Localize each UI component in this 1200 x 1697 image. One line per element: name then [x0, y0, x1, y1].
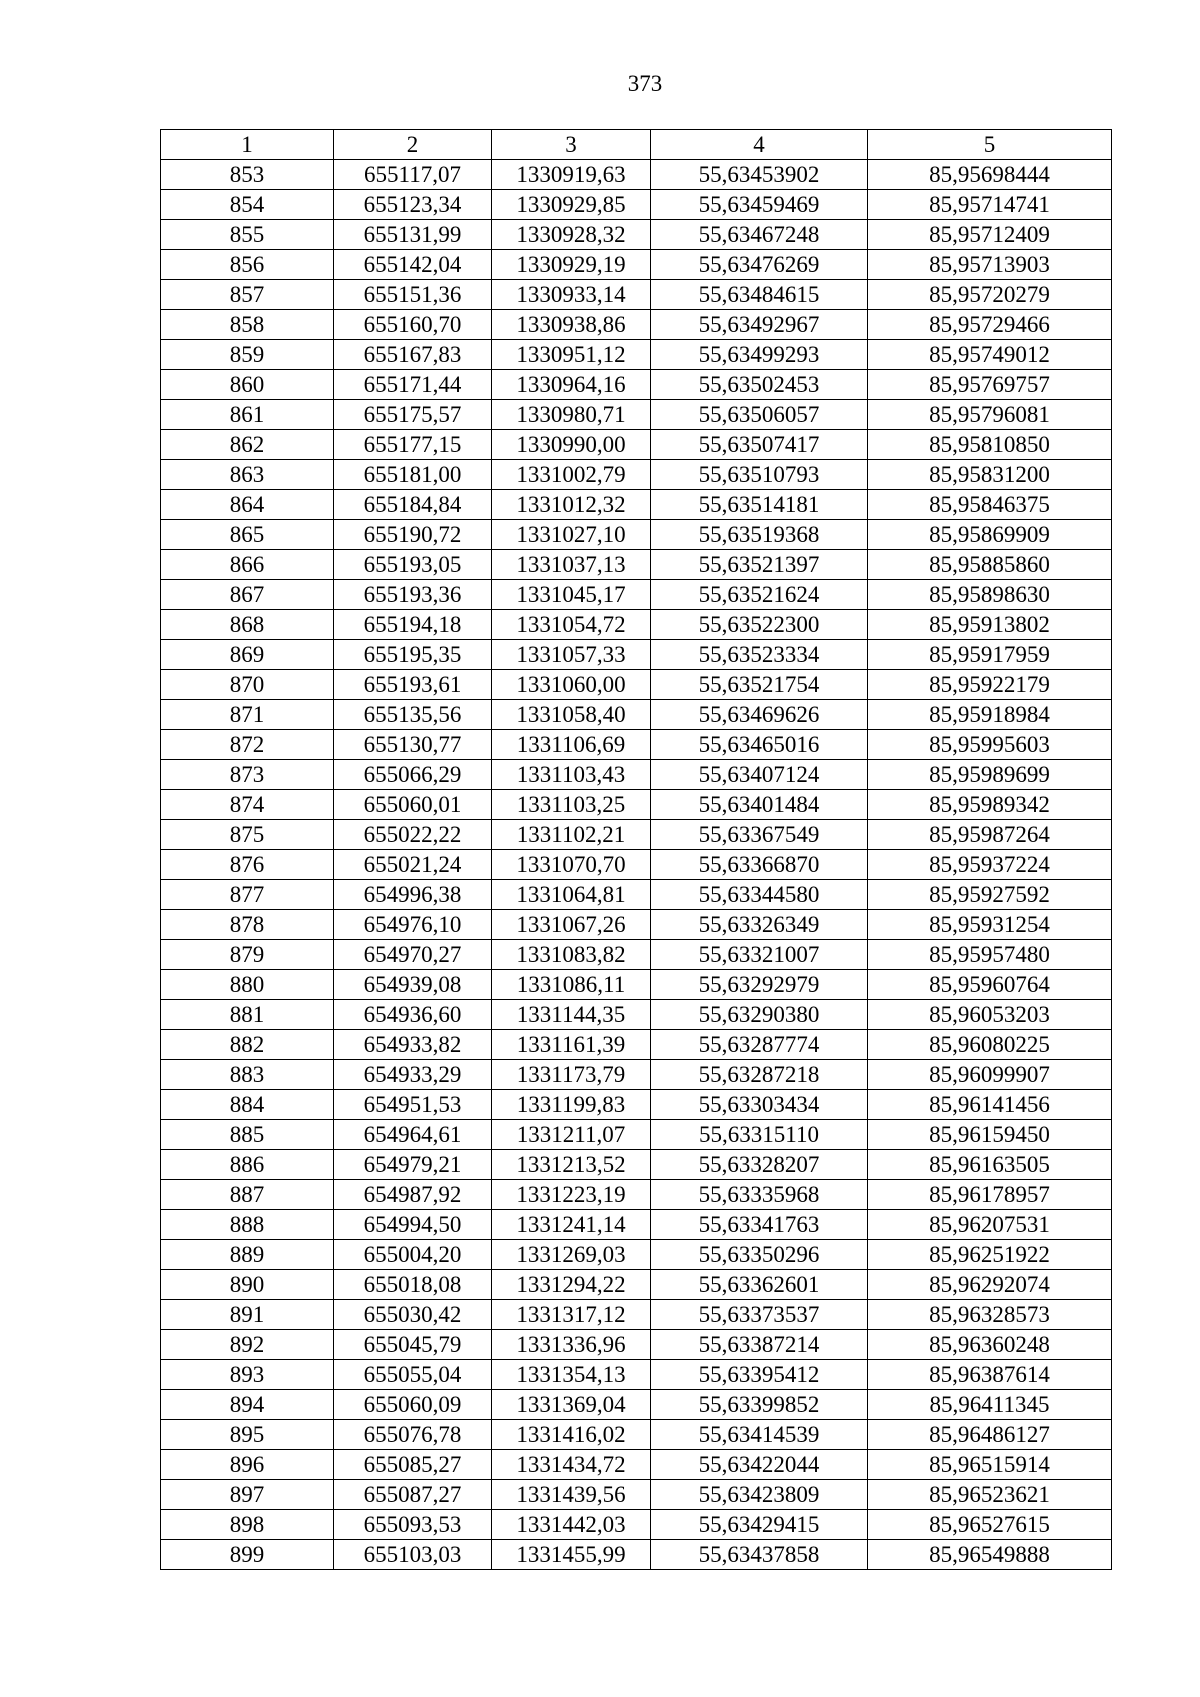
table-row	[161, 1480, 1112, 1510]
table-cell: 55,63326349	[651, 910, 868, 940]
table-cell: 655021,24	[334, 850, 492, 880]
table-cell: 878	[161, 910, 334, 940]
table-cell: 55,63423809	[651, 1480, 868, 1510]
table-row	[161, 190, 1112, 220]
table-cell: 655103,03	[334, 1540, 492, 1570]
table-cell: 85,95713903	[868, 250, 1112, 280]
table-cell: 1331173,79	[492, 1060, 651, 1090]
table-cell: 1331294,22	[492, 1270, 651, 1300]
table-row	[161, 1330, 1112, 1360]
table-cell: 875	[161, 820, 334, 850]
table-cell: 886	[161, 1150, 334, 1180]
table-row	[161, 520, 1112, 550]
table-cell: 55,63387214	[651, 1330, 868, 1360]
table-cell: 1331241,14	[492, 1210, 651, 1240]
table-cell: 655167,83	[334, 340, 492, 370]
table-cell: 654933,29	[334, 1060, 492, 1090]
table-cell: 85,96178957	[868, 1180, 1112, 1210]
table-cell: 890	[161, 1270, 334, 1300]
table-cell: 85,95989342	[868, 790, 1112, 820]
table-row	[161, 490, 1112, 520]
table-cell: 889	[161, 1240, 334, 1270]
table-cell: 1331058,40	[492, 700, 651, 730]
table-cell: 55,63350296	[651, 1240, 868, 1270]
table-cell: 55,63429415	[651, 1510, 868, 1540]
table-cell: 85,96141456	[868, 1090, 1112, 1120]
table-cell: 1331439,56	[492, 1480, 651, 1510]
table-row	[161, 850, 1112, 880]
table-cell: 655193,05	[334, 550, 492, 580]
table-row	[161, 790, 1112, 820]
table-cell: 885	[161, 1120, 334, 1150]
table-cell: 655190,72	[334, 520, 492, 550]
table-cell: 857	[161, 280, 334, 310]
table-header	[161, 130, 1112, 160]
table-cell: 85,96328573	[868, 1300, 1112, 1330]
table-row	[161, 1270, 1112, 1300]
table-cell: 1331455,99	[492, 1540, 651, 1570]
table-cell: 1331057,33	[492, 640, 651, 670]
table-row	[161, 910, 1112, 940]
table-cell: 655175,57	[334, 400, 492, 430]
table-cell: 85,96360248	[868, 1330, 1112, 1360]
table-cell: 85,95698444	[868, 160, 1112, 190]
table-row	[161, 370, 1112, 400]
table-cell: 856	[161, 250, 334, 280]
table-cell: 85,95995603	[868, 730, 1112, 760]
table-cell: 1331442,03	[492, 1510, 651, 1540]
table-cell: 654994,50	[334, 1210, 492, 1240]
table-cell: 85,95931254	[868, 910, 1112, 940]
table-cell: 85,96486127	[868, 1420, 1112, 1450]
table-cell: 85,95712409	[868, 220, 1112, 250]
table-cell: 654979,21	[334, 1150, 492, 1180]
table-cell: 55,63366870	[651, 850, 868, 880]
table-row	[161, 1060, 1112, 1090]
table-cell: 899	[161, 1540, 334, 1570]
table-row	[161, 340, 1112, 370]
table-cell: 853	[161, 160, 334, 190]
table-cell: 55,63506057	[651, 400, 868, 430]
table-cell: 855	[161, 220, 334, 250]
table-cell: 1331037,13	[492, 550, 651, 580]
table-cell: 896	[161, 1450, 334, 1480]
table-cell: 1331102,21	[492, 820, 651, 850]
table-cell: 655181,00	[334, 460, 492, 490]
table-row	[161, 970, 1112, 1000]
table-row	[161, 760, 1112, 790]
table-cell: 85,95918984	[868, 700, 1112, 730]
table-cell: 655131,99	[334, 220, 492, 250]
table-row	[161, 1000, 1112, 1030]
table-cell: 880	[161, 970, 334, 1000]
table-cell: 55,63492967	[651, 310, 868, 340]
table-cell: 655004,20	[334, 1240, 492, 1270]
table-cell: 894	[161, 1390, 334, 1420]
table-cell: 655194,18	[334, 610, 492, 640]
table-cell: 655117,07	[334, 160, 492, 190]
table-cell: 1331269,03	[492, 1240, 651, 1270]
table-cell: 85,96523621	[868, 1480, 1112, 1510]
table-cell: 655123,34	[334, 190, 492, 220]
table-cell: 862	[161, 430, 334, 460]
table-cell: 654964,61	[334, 1120, 492, 1150]
table-cell: 55,63395412	[651, 1360, 868, 1390]
table-cell: 1331067,26	[492, 910, 651, 940]
table-cell: 85,95937224	[868, 850, 1112, 880]
table-cell: 655135,56	[334, 700, 492, 730]
table-row	[161, 880, 1112, 910]
table-cell: 1330933,14	[492, 280, 651, 310]
table-cell: 897	[161, 1480, 334, 1510]
table-cell: 872	[161, 730, 334, 760]
table-cell: 654970,27	[334, 940, 492, 970]
table-cell: 85,95831200	[868, 460, 1112, 490]
table-cell: 55,63407124	[651, 760, 868, 790]
table-cell: 1330990,00	[492, 430, 651, 460]
table-row	[161, 640, 1112, 670]
table-cell: 1331064,81	[492, 880, 651, 910]
table-cell: 1331354,13	[492, 1360, 651, 1390]
table-cell: 655030,42	[334, 1300, 492, 1330]
table-cell: 1331054,72	[492, 610, 651, 640]
table-cell: 85,95810850	[868, 430, 1112, 460]
table-cell: 1331211,07	[492, 1120, 651, 1150]
table-cell: 865	[161, 520, 334, 550]
table-cell: 1331027,10	[492, 520, 651, 550]
table-cell: 898	[161, 1510, 334, 1540]
table-cell: 888	[161, 1210, 334, 1240]
table-row	[161, 1240, 1112, 1270]
table-cell: 1331083,82	[492, 940, 651, 970]
table-cell: 55,63476269	[651, 250, 868, 280]
table-cell: 859	[161, 340, 334, 370]
table-row	[161, 1210, 1112, 1240]
table-cell: 654976,10	[334, 910, 492, 940]
table-cell: 55,63514181	[651, 490, 868, 520]
table-cell: 655066,29	[334, 760, 492, 790]
column-header: 2	[334, 130, 492, 160]
table-row	[161, 1510, 1112, 1540]
table-cell: 55,63459469	[651, 190, 868, 220]
table-cell: 655085,27	[334, 1450, 492, 1480]
table-cell: 55,63453902	[651, 160, 868, 190]
table-cell: 85,95885860	[868, 550, 1112, 580]
table-row	[161, 460, 1112, 490]
table-cell: 1331012,32	[492, 490, 651, 520]
table-cell: 895	[161, 1420, 334, 1450]
table-cell: 874	[161, 790, 334, 820]
table-cell: 884	[161, 1090, 334, 1120]
table-cell: 85,95769757	[868, 370, 1112, 400]
table-cell: 1331336,96	[492, 1330, 651, 1360]
table-cell: 1330929,19	[492, 250, 651, 280]
table-cell: 55,63292979	[651, 970, 868, 1000]
table-cell: 55,63362601	[651, 1270, 868, 1300]
table-cell: 1331161,39	[492, 1030, 651, 1060]
table-cell: 1331434,72	[492, 1450, 651, 1480]
table-cell: 873	[161, 760, 334, 790]
table-row	[161, 700, 1112, 730]
table-cell: 1330928,32	[492, 220, 651, 250]
table-cell: 55,63467248	[651, 220, 868, 250]
table-cell: 655055,04	[334, 1360, 492, 1390]
table-cell: 655087,27	[334, 1480, 492, 1510]
table-cell: 55,63502453	[651, 370, 868, 400]
table-row	[161, 220, 1112, 250]
table-cell: 1331144,35	[492, 1000, 651, 1030]
table-cell: 887	[161, 1180, 334, 1210]
table-cell: 55,63484615	[651, 280, 868, 310]
table-row	[161, 820, 1112, 850]
table-cell: 655195,35	[334, 640, 492, 670]
table-cell: 876	[161, 850, 334, 880]
table-cell: 866	[161, 550, 334, 580]
table-cell: 55,63469626	[651, 700, 868, 730]
table-row	[161, 1420, 1112, 1450]
table-cell: 1331199,83	[492, 1090, 651, 1120]
table-cell: 654996,38	[334, 880, 492, 910]
table-cell: 55,63321007	[651, 940, 868, 970]
table-cell: 55,63522300	[651, 610, 868, 640]
table-cell: 85,95749012	[868, 340, 1112, 370]
table-cell: 654987,92	[334, 1180, 492, 1210]
table-cell: 85,95846375	[868, 490, 1112, 520]
table-cell: 85,95957480	[868, 940, 1112, 970]
table-cell: 85,95869909	[868, 520, 1112, 550]
table-cell: 85,96159450	[868, 1120, 1112, 1150]
table-cell: 55,63523334	[651, 640, 868, 670]
table-row	[161, 1180, 1112, 1210]
table-cell: 85,96207531	[868, 1210, 1112, 1240]
table-cell: 85,96099907	[868, 1060, 1112, 1090]
table-row	[161, 160, 1112, 190]
table-cell: 55,63422044	[651, 1450, 868, 1480]
table-cell: 1331369,04	[492, 1390, 651, 1420]
table-cell: 55,63367549	[651, 820, 868, 850]
table-row	[161, 1390, 1112, 1420]
table-cell: 655022,22	[334, 820, 492, 850]
table-cell: 655160,70	[334, 310, 492, 340]
table-cell: 864	[161, 490, 334, 520]
table-cell: 1331086,11	[492, 970, 651, 1000]
table-cell: 55,63287774	[651, 1030, 868, 1060]
table-cell: 85,95796081	[868, 400, 1112, 430]
table-cell: 55,63437858	[651, 1540, 868, 1570]
table-cell: 1330929,85	[492, 190, 651, 220]
table-cell: 860	[161, 370, 334, 400]
table-cell: 854	[161, 190, 334, 220]
table-cell: 655177,15	[334, 430, 492, 460]
table-cell: 85,95922179	[868, 670, 1112, 700]
table-cell: 85,95714741	[868, 190, 1112, 220]
table-cell: 85,96411345	[868, 1390, 1112, 1420]
table-cell: 85,96080225	[868, 1030, 1112, 1060]
table-cell: 55,63465016	[651, 730, 868, 760]
table-cell: 1330964,16	[492, 370, 651, 400]
table-cell: 655093,53	[334, 1510, 492, 1540]
table-cell: 55,63328207	[651, 1150, 868, 1180]
table-cell: 85,96387614	[868, 1360, 1112, 1390]
coordinates-table	[160, 129, 1112, 1570]
table-cell: 1331103,43	[492, 760, 651, 790]
table-row	[161, 610, 1112, 640]
table-cell: 654936,60	[334, 1000, 492, 1030]
table-cell: 55,63290380	[651, 1000, 868, 1030]
table-cell: 868	[161, 610, 334, 640]
table-cell: 85,95927592	[868, 880, 1112, 910]
table-cell: 655142,04	[334, 250, 492, 280]
table-cell: 85,95989699	[868, 760, 1112, 790]
table-row	[161, 310, 1112, 340]
table-row	[161, 250, 1112, 280]
table-cell: 655193,36	[334, 580, 492, 610]
table-cell: 85,95913802	[868, 610, 1112, 640]
table-cell: 55,63373537	[651, 1300, 868, 1330]
table-cell: 55,63414539	[651, 1420, 868, 1450]
table-cell: 883	[161, 1060, 334, 1090]
header-row	[161, 130, 1112, 160]
table-cell: 655045,79	[334, 1330, 492, 1360]
table-cell: 85,96549888	[868, 1540, 1112, 1570]
table-cell: 879	[161, 940, 334, 970]
table-cell: 85,95917959	[868, 640, 1112, 670]
table-cell: 867	[161, 580, 334, 610]
table-cell: 655018,08	[334, 1270, 492, 1300]
table-cell: 85,96163505	[868, 1150, 1112, 1180]
table-cell: 1331106,69	[492, 730, 651, 760]
table-cell: 55,63521754	[651, 670, 868, 700]
table-row	[161, 1120, 1112, 1150]
table-cell: 85,95898630	[868, 580, 1112, 610]
page-number: 373	[627, 71, 663, 96]
table-row	[161, 730, 1112, 760]
table-cell: 655060,09	[334, 1390, 492, 1420]
table-row	[161, 670, 1112, 700]
table-cell: 1331317,12	[492, 1300, 651, 1330]
table-cell: 655130,77	[334, 730, 492, 760]
table-cell: 1331045,17	[492, 580, 651, 610]
table-row	[161, 1150, 1112, 1180]
table-cell: 877	[161, 880, 334, 910]
table-cell: 1331070,70	[492, 850, 651, 880]
table-cell: 55,63335968	[651, 1180, 868, 1210]
table-cell: 85,95720279	[868, 280, 1112, 310]
table-cell: 55,63287218	[651, 1060, 868, 1090]
table-cell: 1330919,63	[492, 160, 651, 190]
table-cell: 893	[161, 1360, 334, 1390]
table-cell: 1330951,12	[492, 340, 651, 370]
table-body	[161, 160, 1112, 1570]
table-row	[161, 1450, 1112, 1480]
table-cell: 55,63303434	[651, 1090, 868, 1120]
table-cell: 881	[161, 1000, 334, 1030]
table-cell: 85,95960764	[868, 970, 1112, 1000]
table-row	[161, 550, 1112, 580]
table-cell: 85,96527615	[868, 1510, 1112, 1540]
table-cell: 85,95987264	[868, 820, 1112, 850]
table-cell: 655076,78	[334, 1420, 492, 1450]
table-cell: 1331213,52	[492, 1150, 651, 1180]
table-cell: 1331002,79	[492, 460, 651, 490]
table-row	[161, 1360, 1112, 1390]
table-cell: 55,63399852	[651, 1390, 868, 1420]
table-cell: 85,96251922	[868, 1240, 1112, 1270]
table-cell: 870	[161, 670, 334, 700]
table-cell: 55,63510793	[651, 460, 868, 490]
table-row	[161, 1540, 1112, 1570]
table-row	[161, 580, 1112, 610]
table-cell: 1331103,25	[492, 790, 651, 820]
column-header: 5	[868, 130, 1112, 160]
table-row	[161, 400, 1112, 430]
table-row	[161, 1030, 1112, 1060]
table-cell: 892	[161, 1330, 334, 1360]
column-header: 3	[492, 130, 651, 160]
table-cell: 871	[161, 700, 334, 730]
table-cell: 655060,01	[334, 790, 492, 820]
table-row	[161, 1300, 1112, 1330]
table-cell: 882	[161, 1030, 334, 1060]
table-cell: 861	[161, 400, 334, 430]
table-cell: 1331416,02	[492, 1420, 651, 1450]
table-cell: 1331223,19	[492, 1180, 651, 1210]
table-cell: 55,63507417	[651, 430, 868, 460]
table-cell: 55,63341763	[651, 1210, 868, 1240]
table-cell: 891	[161, 1300, 334, 1330]
table-cell: 85,96292074	[868, 1270, 1112, 1300]
table-row	[161, 280, 1112, 310]
table-cell: 55,63499293	[651, 340, 868, 370]
table-cell: 869	[161, 640, 334, 670]
table-cell: 55,63401484	[651, 790, 868, 820]
table-cell: 655184,84	[334, 490, 492, 520]
table-cell: 85,96515914	[868, 1450, 1112, 1480]
table-cell: 1331060,00	[492, 670, 651, 700]
table-cell: 1330938,86	[492, 310, 651, 340]
column-header: 4	[651, 130, 868, 160]
table-cell: 655151,36	[334, 280, 492, 310]
table-cell: 55,63519368	[651, 520, 868, 550]
table-cell: 55,63521624	[651, 580, 868, 610]
table-cell: 654933,82	[334, 1030, 492, 1060]
column-header: 1	[161, 130, 334, 160]
table-cell: 85,95729466	[868, 310, 1112, 340]
table-row	[161, 1090, 1112, 1120]
table-cell: 55,63521397	[651, 550, 868, 580]
table-cell: 654951,53	[334, 1090, 492, 1120]
table-cell: 1330980,71	[492, 400, 651, 430]
table-cell: 654939,08	[334, 970, 492, 1000]
table-cell: 55,63344580	[651, 880, 868, 910]
table-cell: 863	[161, 460, 334, 490]
table-row	[161, 430, 1112, 460]
table-row	[161, 940, 1112, 970]
table-cell: 655193,61	[334, 670, 492, 700]
table-cell: 55,63315110	[651, 1120, 868, 1150]
table-cell: 85,96053203	[868, 1000, 1112, 1030]
table-cell: 858	[161, 310, 334, 340]
table-cell: 655171,44	[334, 370, 492, 400]
